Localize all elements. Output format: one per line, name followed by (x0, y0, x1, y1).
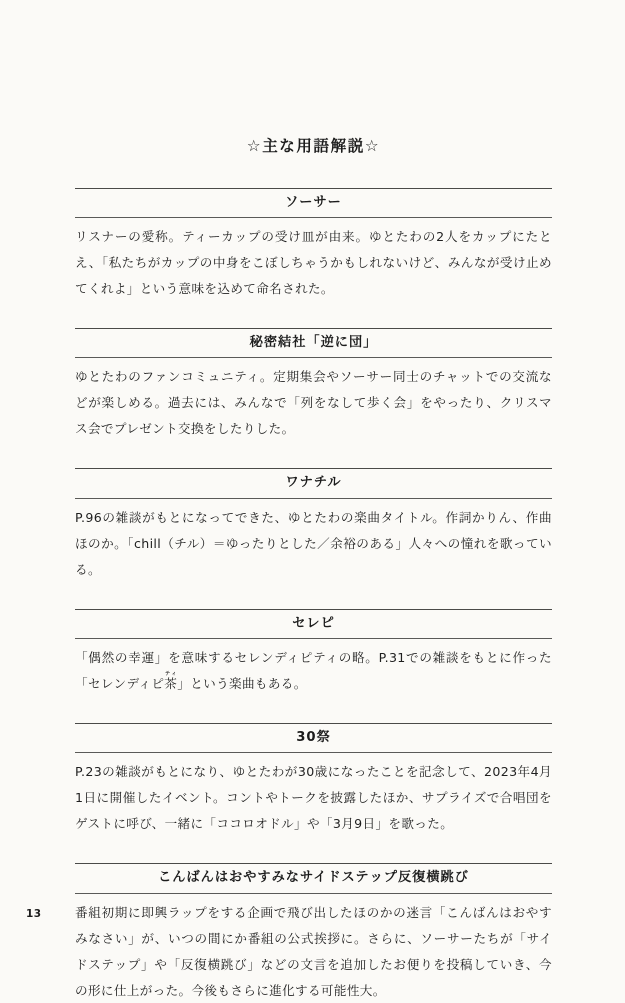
page-number: 13 (26, 908, 42, 920)
term-description: P.23の雑談がもとになり、ゆとたわが30歳になったことを記念して、2023年4月1日に開催したイベント。コントやトークを披露したほか、サプライズで合唱団をゲストに呼び、一緒に「ココロオドル」や「3月9日」を歌った。 (75, 764, 552, 832)
page-title: ☆主な用語解説☆ (246, 137, 381, 155)
term-heading: こんばんはおやすみなサイドステップ反復横跳び (158, 870, 469, 886)
glossary-content (75, 0, 552, 1003)
glossary-entry-gyakunidan (75, 328, 552, 442)
glossary-entry-soucer (75, 188, 552, 302)
term-description-part-1: 「偶然の幸運」を意味するセレンディピティの略。P.31での雑談をもとに作った「セレンディピ (75, 650, 552, 691)
term-heading: セレピ (292, 615, 335, 631)
ruby-base: 茶 (164, 675, 178, 691)
ruby-annotation (164, 670, 178, 691)
term-description: P.96の雑談がもとになってできた、ゆとたわの楽曲タイトル。作詞かりん、作曲ほのか。「chill（チル）＝ゆったりとした／余裕のある」人々への憧れを歌っている。 (75, 509, 552, 577)
term-heading: ワナチル (285, 475, 342, 491)
glossary-entry-30sai (75, 723, 552, 837)
glossary-entry-konbanwa (75, 863, 552, 1003)
term-heading: 秘密結社「逆に団」 (249, 334, 378, 350)
term-description: リスナーの愛称。ティーカップの受け皿が由来。ゆとたわの2人をカップにたとえ、「私たちがカップの中身をこぼしちゃうかもしれないけど、みんなが受け止めてくれよ」という意味を込めて命名された。 (75, 229, 552, 296)
term-description (75, 639, 552, 697)
glossary-entry-wanachiru (75, 468, 552, 582)
term-heading: 30祭 (296, 729, 331, 745)
ruby-text: ティ (164, 670, 178, 677)
glossary-entry-serepi (75, 609, 552, 697)
term-heading: ソーサー (285, 194, 342, 210)
term-description: 番組初期に即興ラップをする企画で飛び出したほのかの迷言「こんばんはおやすみなさい」が、いつの間にか番組の公式挨拶に。さらに、ソーサーたちが「サイドステップ」や「反復横跳び」などの文言を追加したお便りを投稿していき、今の形に仕上がった。今後もさらに進化する可能性大。 (75, 904, 552, 998)
term-description: ゆとたわのファンコミュニティ。定期集会やソーサー同士のチャットでの交流などが楽しめる。過去には、みんなで「列をなして歩く会」をやったり、クリスマス会でプレゼント交換をしたりした。 (75, 369, 552, 437)
term-description-part-2: 」という楽曲もある。 (177, 675, 307, 691)
